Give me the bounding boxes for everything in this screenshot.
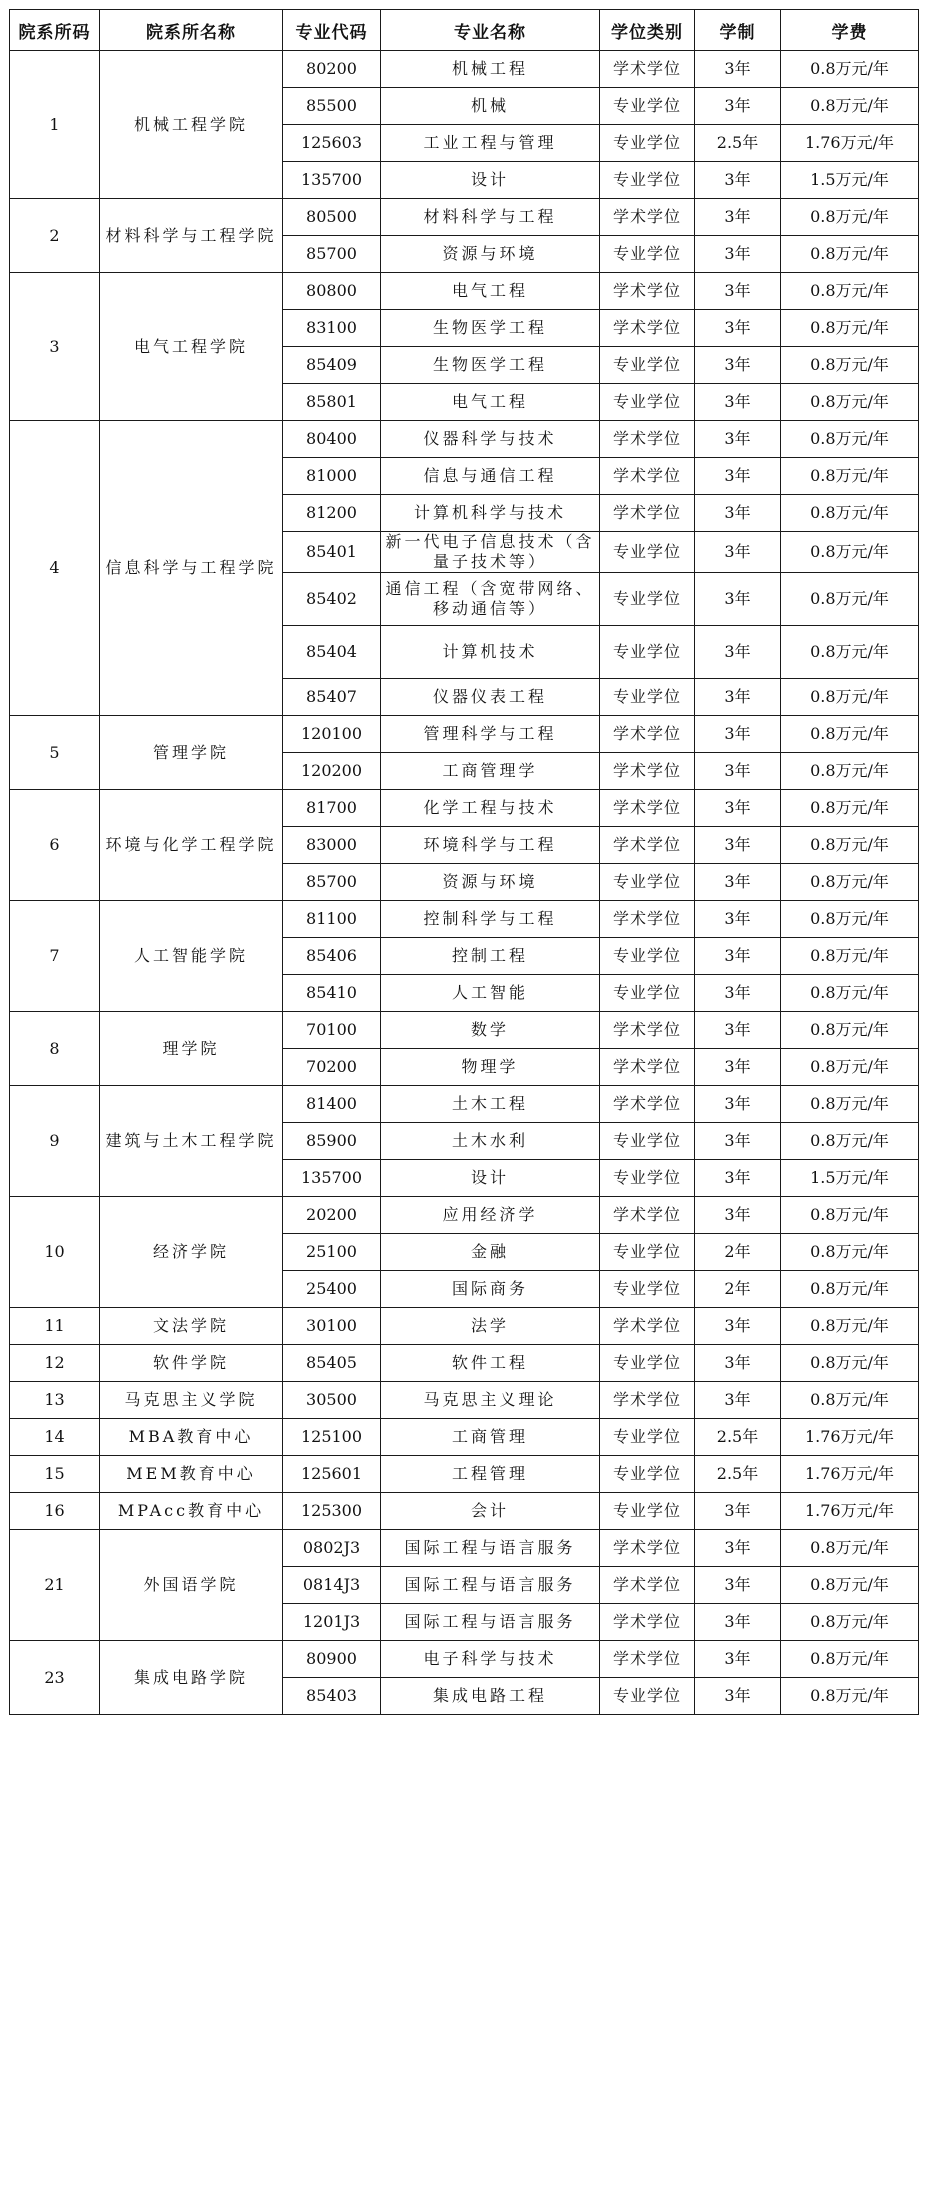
duration-cell: 3年 — [695, 1567, 781, 1604]
tuition-cell: 1.5万元/年 — [781, 162, 919, 199]
table-row — [10, 1641, 919, 1678]
col-header-dept-code: 院系所码 — [10, 10, 100, 51]
table-row — [10, 716, 919, 753]
major-code-cell: 85406 — [283, 938, 381, 975]
degree-type-cell: 专业学位 — [600, 679, 695, 716]
major-name-cell: 机械工程 — [381, 51, 600, 88]
major-code-cell: 80200 — [283, 51, 381, 88]
degree-type-cell: 专业学位 — [600, 347, 695, 384]
table-row — [10, 421, 919, 458]
department-name-cell: 人工智能学院 — [100, 901, 283, 1012]
major-name-cell: 环境科学与工程 — [381, 827, 600, 864]
duration-cell: 2.5年 — [695, 1419, 781, 1456]
degree-type-cell: 学术学位 — [600, 716, 695, 753]
degree-type-cell: 学术学位 — [600, 310, 695, 347]
duration-cell: 2年 — [695, 1234, 781, 1271]
duration-cell: 3年 — [695, 1345, 781, 1382]
major-name-cell: 工业工程与管理 — [381, 125, 600, 162]
department-code-cell: 21 — [10, 1530, 100, 1641]
duration-cell: 3年 — [695, 716, 781, 753]
major-name-cell: 设计 — [381, 1160, 600, 1197]
major-code-cell: 30500 — [283, 1382, 381, 1419]
major-name-cell: 仪器仪表工程 — [381, 679, 600, 716]
duration-cell: 3年 — [695, 1197, 781, 1234]
degree-type-cell: 专业学位 — [600, 975, 695, 1012]
degree-type-cell: 学术学位 — [600, 827, 695, 864]
major-name-cell: 软件工程 — [381, 1345, 600, 1382]
tuition-cell: 0.8万元/年 — [781, 458, 919, 495]
table-row — [10, 1456, 919, 1493]
major-name-cell: 电气工程 — [381, 273, 600, 310]
major-name-cell: 工商管理 — [381, 1419, 600, 1456]
duration-cell: 3年 — [695, 162, 781, 199]
duration-cell: 3年 — [695, 1049, 781, 1086]
table-row — [10, 1086, 919, 1123]
duration-cell: 3年 — [695, 827, 781, 864]
duration-cell: 3年 — [695, 273, 781, 310]
department-code-cell: 10 — [10, 1197, 100, 1308]
tuition-cell: 0.8万元/年 — [781, 573, 919, 626]
col-header-major-code: 专业代码 — [283, 10, 381, 51]
duration-cell: 3年 — [695, 1382, 781, 1419]
duration-cell: 3年 — [695, 975, 781, 1012]
department-name-cell: 外国语学院 — [100, 1530, 283, 1641]
major-name-cell: 机械 — [381, 88, 600, 125]
table-row — [10, 1345, 919, 1382]
degree-type-cell: 学术学位 — [600, 199, 695, 236]
table-row — [10, 1419, 919, 1456]
tuition-cell: 0.8万元/年 — [781, 1012, 919, 1049]
tuition-cell: 0.8万元/年 — [781, 495, 919, 532]
tuition-cell: 0.8万元/年 — [781, 716, 919, 753]
department-code-cell: 23 — [10, 1641, 100, 1715]
table-row — [10, 1012, 919, 1049]
degree-type-cell: 学术学位 — [600, 1604, 695, 1641]
degree-type-cell: 专业学位 — [600, 384, 695, 421]
degree-type-cell: 学术学位 — [600, 901, 695, 938]
department-name-cell: 机械工程学院 — [100, 51, 283, 199]
major-name-cell: 法学 — [381, 1308, 600, 1345]
major-name-cell: 设计 — [381, 162, 600, 199]
major-code-cell: 85700 — [283, 864, 381, 901]
major-name-cell: 资源与环境 — [381, 864, 600, 901]
duration-cell: 3年 — [695, 421, 781, 458]
degree-type-cell: 专业学位 — [600, 236, 695, 273]
major-code-cell: 120200 — [283, 753, 381, 790]
major-code-cell: 25100 — [283, 1234, 381, 1271]
degree-type-cell: 专业学位 — [600, 1234, 695, 1271]
degree-type-cell: 专业学位 — [600, 532, 695, 573]
major-name-cell: 土木工程 — [381, 1086, 600, 1123]
table-row — [10, 1382, 919, 1419]
major-code-cell: 135700 — [283, 162, 381, 199]
degree-type-cell: 学术学位 — [600, 421, 695, 458]
program-fee-table — [9, 9, 919, 1715]
major-name-cell: 电气工程 — [381, 384, 600, 421]
major-code-cell: 30100 — [283, 1308, 381, 1345]
degree-type-cell: 专业学位 — [600, 125, 695, 162]
degree-type-cell: 专业学位 — [600, 938, 695, 975]
degree-type-cell: 专业学位 — [600, 1456, 695, 1493]
tuition-cell: 0.8万元/年 — [781, 679, 919, 716]
duration-cell: 3年 — [695, 1012, 781, 1049]
major-name-cell: 国际商务 — [381, 1271, 600, 1308]
tuition-cell: 0.8万元/年 — [781, 827, 919, 864]
department-name-cell: MEM教育中心 — [100, 1456, 283, 1493]
department-name-cell: 软件学院 — [100, 1345, 283, 1382]
degree-type-cell: 学术学位 — [600, 495, 695, 532]
major-code-cell: 85404 — [283, 626, 381, 679]
major-code-cell: 85900 — [283, 1123, 381, 1160]
degree-type-cell: 学术学位 — [600, 458, 695, 495]
department-code-cell: 12 — [10, 1345, 100, 1382]
department-code-cell: 13 — [10, 1382, 100, 1419]
degree-type-cell: 专业学位 — [600, 1493, 695, 1530]
major-name-cell: 会计 — [381, 1493, 600, 1530]
duration-cell: 3年 — [695, 1604, 781, 1641]
major-code-cell: 125300 — [283, 1493, 381, 1530]
table-row — [10, 51, 919, 88]
degree-type-cell: 专业学位 — [600, 162, 695, 199]
major-code-cell: 125603 — [283, 125, 381, 162]
col-header-tuition: 学费 — [781, 10, 919, 51]
degree-type-cell: 学术学位 — [600, 1382, 695, 1419]
major-name-cell: 计算机科学与技术 — [381, 495, 600, 532]
degree-type-cell: 学术学位 — [600, 1530, 695, 1567]
major-code-cell: 20200 — [283, 1197, 381, 1234]
tuition-cell: 0.8万元/年 — [781, 1382, 919, 1419]
major-code-cell: 135700 — [283, 1160, 381, 1197]
department-code-cell: 3 — [10, 273, 100, 421]
tuition-cell: 0.8万元/年 — [781, 1567, 919, 1604]
major-code-cell: 85409 — [283, 347, 381, 384]
duration-cell: 3年 — [695, 1493, 781, 1530]
tuition-cell: 0.8万元/年 — [781, 199, 919, 236]
tuition-cell: 0.8万元/年 — [781, 1641, 919, 1678]
col-header-duration: 学制 — [695, 10, 781, 51]
table-row — [10, 790, 919, 827]
degree-type-cell: 学术学位 — [600, 1012, 695, 1049]
major-code-cell: 125100 — [283, 1419, 381, 1456]
duration-cell: 3年 — [695, 1641, 781, 1678]
major-name-cell: 数学 — [381, 1012, 600, 1049]
major-code-cell: 81000 — [283, 458, 381, 495]
department-code-cell: 5 — [10, 716, 100, 790]
major-code-cell: 0802J3 — [283, 1530, 381, 1567]
tuition-cell: 0.8万元/年 — [781, 532, 919, 573]
degree-type-cell: 专业学位 — [600, 1271, 695, 1308]
major-name-cell: 管理科学与工程 — [381, 716, 600, 753]
department-name-cell: 管理学院 — [100, 716, 283, 790]
duration-cell: 3年 — [695, 864, 781, 901]
duration-cell: 3年 — [695, 51, 781, 88]
department-code-cell: 9 — [10, 1086, 100, 1197]
major-code-cell: 70100 — [283, 1012, 381, 1049]
tuition-cell: 0.8万元/年 — [781, 236, 919, 273]
col-header-major-name: 专业名称 — [381, 10, 600, 51]
duration-cell: 3年 — [695, 1086, 781, 1123]
major-name-cell: 化学工程与技术 — [381, 790, 600, 827]
department-name-cell: 材料科学与工程学院 — [100, 199, 283, 273]
major-code-cell: 125601 — [283, 1456, 381, 1493]
duration-cell: 3年 — [695, 236, 781, 273]
degree-type-cell: 学术学位 — [600, 1308, 695, 1345]
major-code-cell: 85700 — [283, 236, 381, 273]
major-name-cell: 工商管理学 — [381, 753, 600, 790]
tuition-cell: 0.8万元/年 — [781, 1086, 919, 1123]
duration-cell: 3年 — [695, 938, 781, 975]
duration-cell: 3年 — [695, 495, 781, 532]
tuition-cell: 0.8万元/年 — [781, 975, 919, 1012]
tuition-cell: 0.8万元/年 — [781, 1123, 919, 1160]
department-code-cell: 8 — [10, 1012, 100, 1086]
department-name-cell: 信息科学与工程学院 — [100, 421, 283, 716]
duration-cell: 2.5年 — [695, 125, 781, 162]
major-name-cell: 资源与环境 — [381, 236, 600, 273]
table-row — [10, 273, 919, 310]
major-code-cell: 0814J3 — [283, 1567, 381, 1604]
tuition-cell: 1.76万元/年 — [781, 1419, 919, 1456]
major-code-cell: 85801 — [283, 384, 381, 421]
major-code-cell: 81700 — [283, 790, 381, 827]
duration-cell: 3年 — [695, 88, 781, 125]
header-row — [10, 10, 919, 51]
tuition-cell: 0.8万元/年 — [781, 1604, 919, 1641]
department-code-cell: 11 — [10, 1308, 100, 1345]
duration-cell: 3年 — [695, 901, 781, 938]
major-code-cell: 81100 — [283, 901, 381, 938]
col-header-degree-type: 学位类别 — [600, 10, 695, 51]
major-code-cell: 85405 — [283, 1345, 381, 1382]
table-row — [10, 901, 919, 938]
duration-cell: 3年 — [695, 384, 781, 421]
major-code-cell: 81200 — [283, 495, 381, 532]
table-row — [10, 1308, 919, 1345]
degree-type-cell: 学术学位 — [600, 51, 695, 88]
major-name-cell: 金融 — [381, 1234, 600, 1271]
department-code-cell: 16 — [10, 1493, 100, 1530]
major-name-cell: 集成电路工程 — [381, 1678, 600, 1715]
major-name-cell: 生物医学工程 — [381, 347, 600, 384]
degree-type-cell: 专业学位 — [600, 1419, 695, 1456]
major-name-cell: 控制工程 — [381, 938, 600, 975]
major-code-cell: 1201J3 — [283, 1604, 381, 1641]
major-code-cell: 70200 — [283, 1049, 381, 1086]
tuition-cell: 0.8万元/年 — [781, 938, 919, 975]
department-code-cell: 14 — [10, 1419, 100, 1456]
col-header-dept-name: 院系所名称 — [100, 10, 283, 51]
department-name-cell: 集成电路学院 — [100, 1641, 283, 1715]
department-name-cell: 电气工程学院 — [100, 273, 283, 421]
duration-cell: 3年 — [695, 753, 781, 790]
duration-cell: 3年 — [695, 679, 781, 716]
degree-type-cell: 学术学位 — [600, 1197, 695, 1234]
major-name-cell: 新一代电子信息技术（含量子技术等） — [381, 532, 600, 573]
major-code-cell: 85403 — [283, 1678, 381, 1715]
table-row — [10, 1530, 919, 1567]
department-code-cell: 7 — [10, 901, 100, 1012]
degree-type-cell: 学术学位 — [600, 1567, 695, 1604]
major-code-cell: 85410 — [283, 975, 381, 1012]
department-code-cell: 1 — [10, 51, 100, 199]
department-name-cell: 环境与化学工程学院 — [100, 790, 283, 901]
department-code-cell: 6 — [10, 790, 100, 901]
major-name-cell: 马克思主义理论 — [381, 1382, 600, 1419]
degree-type-cell: 学术学位 — [600, 273, 695, 310]
major-name-cell: 工程管理 — [381, 1456, 600, 1493]
department-name-cell: 马克思主义学院 — [100, 1382, 283, 1419]
tuition-cell: 0.8万元/年 — [781, 273, 919, 310]
duration-cell: 3年 — [695, 790, 781, 827]
tuition-cell: 0.8万元/年 — [781, 753, 919, 790]
major-name-cell: 国际工程与语言服务 — [381, 1604, 600, 1641]
major-name-cell: 生物医学工程 — [381, 310, 600, 347]
degree-type-cell: 专业学位 — [600, 573, 695, 626]
duration-cell: 3年 — [695, 532, 781, 573]
department-name-cell: 经济学院 — [100, 1197, 283, 1308]
degree-type-cell: 学术学位 — [600, 753, 695, 790]
tuition-cell: 0.8万元/年 — [781, 310, 919, 347]
tuition-cell: 0.8万元/年 — [781, 1271, 919, 1308]
tuition-cell: 0.8万元/年 — [781, 1678, 919, 1715]
tuition-cell: 0.8万元/年 — [781, 864, 919, 901]
major-name-cell: 土木水利 — [381, 1123, 600, 1160]
tuition-cell: 0.8万元/年 — [781, 1308, 919, 1345]
department-code-cell: 4 — [10, 421, 100, 716]
major-name-cell: 国际工程与语言服务 — [381, 1530, 600, 1567]
degree-type-cell: 学术学位 — [600, 1086, 695, 1123]
major-name-cell: 计算机技术 — [381, 626, 600, 679]
duration-cell: 3年 — [695, 1160, 781, 1197]
degree-type-cell: 专业学位 — [600, 88, 695, 125]
major-name-cell: 仪器科学与技术 — [381, 421, 600, 458]
tuition-cell: 1.5万元/年 — [781, 1160, 919, 1197]
degree-type-cell: 专业学位 — [600, 1160, 695, 1197]
duration-cell: 3年 — [695, 626, 781, 679]
tuition-cell: 0.8万元/年 — [781, 51, 919, 88]
duration-cell: 3年 — [695, 199, 781, 236]
tuition-cell: 0.8万元/年 — [781, 421, 919, 458]
duration-cell: 3年 — [695, 1308, 781, 1345]
major-name-cell: 物理学 — [381, 1049, 600, 1086]
tuition-cell: 0.8万元/年 — [781, 1345, 919, 1382]
major-name-cell: 电子科学与技术 — [381, 1641, 600, 1678]
tuition-cell: 1.76万元/年 — [781, 1493, 919, 1530]
major-name-cell: 通信工程（含宽带网络、移动通信等） — [381, 573, 600, 626]
tuition-cell: 0.8万元/年 — [781, 1234, 919, 1271]
tuition-cell: 0.8万元/年 — [781, 790, 919, 827]
major-name-cell: 信息与通信工程 — [381, 458, 600, 495]
table-row — [10, 1197, 919, 1234]
degree-type-cell: 学术学位 — [600, 1049, 695, 1086]
major-name-cell: 应用经济学 — [381, 1197, 600, 1234]
degree-type-cell: 专业学位 — [600, 626, 695, 679]
major-code-cell: 80500 — [283, 199, 381, 236]
tuition-cell: 1.76万元/年 — [781, 1456, 919, 1493]
tuition-cell: 0.8万元/年 — [781, 1197, 919, 1234]
department-name-cell: 理学院 — [100, 1012, 283, 1086]
department-name-cell: MPAcc教育中心 — [100, 1493, 283, 1530]
duration-cell: 3年 — [695, 458, 781, 495]
major-code-cell: 85401 — [283, 532, 381, 573]
duration-cell: 3年 — [695, 573, 781, 626]
major-name-cell: 国际工程与语言服务 — [381, 1567, 600, 1604]
table-row — [10, 1493, 919, 1530]
major-name-cell: 人工智能 — [381, 975, 600, 1012]
department-code-cell: 2 — [10, 199, 100, 273]
degree-type-cell: 学术学位 — [600, 790, 695, 827]
department-name-cell: 建筑与土木工程学院 — [100, 1086, 283, 1197]
major-code-cell: 25400 — [283, 1271, 381, 1308]
major-code-cell: 80400 — [283, 421, 381, 458]
duration-cell: 2年 — [695, 1271, 781, 1308]
major-code-cell: 80900 — [283, 1641, 381, 1678]
tuition-cell: 1.76万元/年 — [781, 125, 919, 162]
duration-cell: 3年 — [695, 1530, 781, 1567]
tuition-cell: 0.8万元/年 — [781, 384, 919, 421]
duration-cell: 3年 — [695, 1123, 781, 1160]
degree-type-cell: 专业学位 — [600, 864, 695, 901]
major-code-cell: 81400 — [283, 1086, 381, 1123]
major-code-cell: 83100 — [283, 310, 381, 347]
major-code-cell: 85407 — [283, 679, 381, 716]
tuition-cell: 0.8万元/年 — [781, 347, 919, 384]
tuition-cell: 0.8万元/年 — [781, 901, 919, 938]
duration-cell: 3年 — [695, 310, 781, 347]
major-code-cell: 120100 — [283, 716, 381, 753]
major-name-cell: 材料科学与工程 — [381, 199, 600, 236]
duration-cell: 2.5年 — [695, 1456, 781, 1493]
department-code-cell: 15 — [10, 1456, 100, 1493]
degree-type-cell: 专业学位 — [600, 1678, 695, 1715]
degree-type-cell: 专业学位 — [600, 1345, 695, 1382]
duration-cell: 3年 — [695, 1678, 781, 1715]
major-code-cell: 85500 — [283, 88, 381, 125]
duration-cell: 3年 — [695, 347, 781, 384]
degree-type-cell: 学术学位 — [600, 1641, 695, 1678]
department-name-cell: 文法学院 — [100, 1308, 283, 1345]
major-name-cell: 控制科学与工程 — [381, 901, 600, 938]
major-code-cell: 83000 — [283, 827, 381, 864]
tuition-cell: 0.8万元/年 — [781, 1049, 919, 1086]
tuition-cell: 0.8万元/年 — [781, 626, 919, 679]
major-code-cell: 85402 — [283, 573, 381, 626]
tuition-cell: 0.8万元/年 — [781, 88, 919, 125]
department-name-cell: MBA教育中心 — [100, 1419, 283, 1456]
degree-type-cell: 专业学位 — [600, 1123, 695, 1160]
table-row — [10, 199, 919, 236]
major-code-cell: 80800 — [283, 273, 381, 310]
tuition-cell: 0.8万元/年 — [781, 1530, 919, 1567]
